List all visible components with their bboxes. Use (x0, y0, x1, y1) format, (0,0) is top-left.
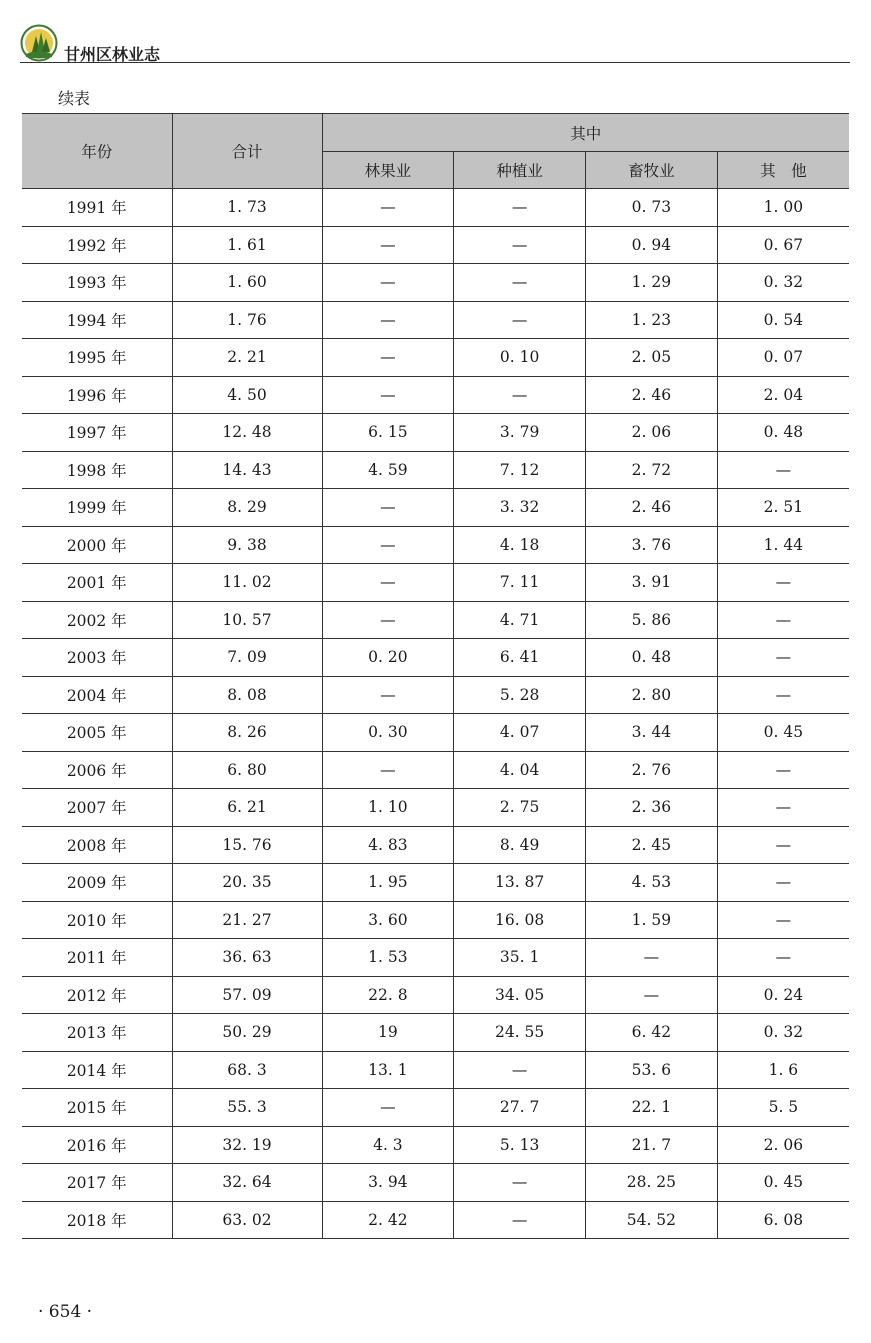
cell-planting: 6. 41 (454, 639, 586, 677)
cell-year: 2015 年 (22, 1089, 172, 1127)
table-row (22, 1164, 849, 1202)
table-row (22, 414, 849, 452)
cell-fruit-forestry: 1. 10 (322, 789, 454, 827)
cell-fruit-forestry: 4. 83 (322, 826, 454, 864)
table-row (22, 189, 849, 227)
cell-fruit-forestry: — (322, 264, 454, 302)
cell-year: 2005 年 (22, 714, 172, 752)
cell-livestock: 1. 59 (586, 901, 718, 939)
cell-total: 63. 02 (172, 1201, 322, 1239)
table-row (22, 751, 849, 789)
cell-planting: 5. 28 (454, 676, 586, 714)
table-row (22, 301, 849, 339)
cell-planting: 0. 10 (454, 339, 586, 377)
cell-total: 50. 29 (172, 1014, 322, 1052)
cell-other: — (717, 564, 849, 602)
cell-other: — (717, 864, 849, 902)
cell-planting: 24. 55 (454, 1014, 586, 1052)
cell-planting: 16. 08 (454, 901, 586, 939)
cell-fruit-forestry: 13. 1 (322, 1051, 454, 1089)
cell-year: 2000 年 (22, 526, 172, 564)
table-row (22, 826, 849, 864)
cell-total: 8. 26 (172, 714, 322, 752)
column-header-livestock: 畜牧业 (586, 152, 718, 189)
cell-other: 1. 6 (717, 1051, 849, 1089)
cell-livestock: 2. 72 (586, 451, 718, 489)
page-number: · 654 · (38, 1302, 93, 1322)
cell-total: 1. 73 (172, 189, 322, 227)
cell-year: 2008 年 (22, 826, 172, 864)
cell-planting: 3. 79 (454, 414, 586, 452)
cell-planting: 35. 1 (454, 939, 586, 977)
cell-livestock: 0. 48 (586, 639, 718, 677)
page-header (20, 20, 850, 64)
cell-livestock: 4. 53 (586, 864, 718, 902)
column-header-other: 其 他 (717, 152, 849, 189)
cell-other: — (717, 451, 849, 489)
cell-year: 1997 年 (22, 414, 172, 452)
cell-planting: 5. 13 (454, 1126, 586, 1164)
cell-other: 2. 04 (717, 376, 849, 414)
cell-fruit-forestry: 1. 53 (322, 939, 454, 977)
cell-planting: 8. 49 (454, 826, 586, 864)
cell-total: 9. 38 (172, 526, 322, 564)
cell-year: 2012 年 (22, 976, 172, 1014)
cell-planting: 13. 87 (454, 864, 586, 902)
cell-fruit-forestry: — (322, 676, 454, 714)
cell-total: 12. 48 (172, 414, 322, 452)
cell-fruit-forestry: — (322, 226, 454, 264)
table-row (22, 1089, 849, 1127)
column-header-year: 年份 (22, 114, 172, 189)
table-row (22, 489, 849, 527)
cell-planting: — (454, 1201, 586, 1239)
cell-total: 14. 43 (172, 451, 322, 489)
cell-fruit-forestry: 1. 95 (322, 864, 454, 902)
table-row (22, 939, 849, 977)
cell-total: 11. 02 (172, 564, 322, 602)
cell-year: 2006 年 (22, 751, 172, 789)
table-row (22, 339, 849, 377)
cell-other: 0. 48 (717, 414, 849, 452)
cell-year: 1993 年 (22, 264, 172, 302)
cell-planting: 3. 32 (454, 489, 586, 527)
cell-other: — (717, 676, 849, 714)
cell-other: — (717, 826, 849, 864)
cell-other: — (717, 751, 849, 789)
cell-other: 5. 5 (717, 1089, 849, 1127)
cell-fruit-forestry: — (322, 376, 454, 414)
cell-other: 0. 67 (717, 226, 849, 264)
cell-total: 32. 19 (172, 1126, 322, 1164)
cell-other: 1. 00 (717, 189, 849, 227)
cell-year: 2010 年 (22, 901, 172, 939)
cell-year: 2003 年 (22, 639, 172, 677)
header-divider (20, 62, 850, 63)
cell-year: 1992 年 (22, 226, 172, 264)
column-header-group: 其中 (322, 114, 849, 152)
cell-planting: — (454, 1051, 586, 1089)
cell-total: 21. 27 (172, 901, 322, 939)
cell-total: 32. 64 (172, 1164, 322, 1202)
cell-year: 2002 年 (22, 601, 172, 639)
cell-other: 2. 06 (717, 1126, 849, 1164)
cell-fruit-forestry: — (322, 489, 454, 527)
cell-fruit-forestry: — (322, 526, 454, 564)
continued-label: 续表 (58, 89, 91, 108)
cell-year: 2017 年 (22, 1164, 172, 1202)
cell-fruit-forestry: 3. 94 (322, 1164, 454, 1202)
table-row (22, 1201, 849, 1239)
cell-year: 2007 年 (22, 789, 172, 827)
table-row (22, 864, 849, 902)
cell-year: 1995 年 (22, 339, 172, 377)
cell-year: 2011 年 (22, 939, 172, 977)
cell-fruit-forestry: 4. 59 (322, 451, 454, 489)
cell-livestock: 3. 76 (586, 526, 718, 564)
column-header-planting: 种植业 (454, 152, 586, 189)
cell-livestock: 6. 42 (586, 1014, 718, 1052)
cell-livestock: 2. 36 (586, 789, 718, 827)
table-header (22, 114, 849, 189)
cell-livestock: 0. 73 (586, 189, 718, 227)
cell-livestock: 2. 45 (586, 826, 718, 864)
cell-fruit-forestry: — (322, 301, 454, 339)
cell-livestock: 5. 86 (586, 601, 718, 639)
cell-year: 2001 年 (22, 564, 172, 602)
cell-other: — (717, 639, 849, 677)
cell-planting: — (454, 226, 586, 264)
table-row (22, 601, 849, 639)
cell-total: 1. 76 (172, 301, 322, 339)
cell-livestock: 3. 91 (586, 564, 718, 602)
table-row (22, 264, 849, 302)
cell-planting: 4. 18 (454, 526, 586, 564)
cell-year: 2018 年 (22, 1201, 172, 1239)
cell-total: 6. 80 (172, 751, 322, 789)
cell-other: — (717, 939, 849, 977)
cell-total: 15. 76 (172, 826, 322, 864)
table-row (22, 714, 849, 752)
cell-total: 68. 3 (172, 1051, 322, 1089)
column-header-fruit-forestry: 林果业 (322, 152, 454, 189)
table-row (22, 676, 849, 714)
table-row (22, 901, 849, 939)
cell-livestock: 3. 44 (586, 714, 718, 752)
cell-other: 1. 44 (717, 526, 849, 564)
cell-planting: 7. 12 (454, 451, 586, 489)
cell-livestock: 2. 80 (586, 676, 718, 714)
cell-fruit-forestry: 0. 30 (322, 714, 454, 752)
cell-total: 1. 60 (172, 264, 322, 302)
cell-other: — (717, 601, 849, 639)
statistics-table (22, 113, 849, 1239)
cell-planting: — (454, 301, 586, 339)
cell-livestock: 2. 76 (586, 751, 718, 789)
cell-other: 0. 32 (717, 1014, 849, 1052)
cell-other: 2. 51 (717, 489, 849, 527)
table-row (22, 1014, 849, 1052)
cell-fruit-forestry: — (322, 601, 454, 639)
table-row (22, 526, 849, 564)
cell-year: 1991 年 (22, 189, 172, 227)
cell-fruit-forestry: — (322, 1089, 454, 1127)
cell-fruit-forestry: — (322, 564, 454, 602)
cell-other: — (717, 901, 849, 939)
cell-livestock: — (586, 976, 718, 1014)
forest-trees-icon (20, 24, 58, 62)
cell-other: 0. 45 (717, 714, 849, 752)
table-row (22, 1051, 849, 1089)
cell-total: 36. 63 (172, 939, 322, 977)
cell-planting: — (454, 1164, 586, 1202)
table-row (22, 226, 849, 264)
cell-fruit-forestry: 19 (322, 1014, 454, 1052)
cell-total: 55. 3 (172, 1089, 322, 1127)
cell-other: 0. 24 (717, 976, 849, 1014)
cell-fruit-forestry: 3. 60 (322, 901, 454, 939)
cell-livestock: 53. 6 (586, 1051, 718, 1089)
cell-livestock: — (586, 939, 718, 977)
cell-year: 1998 年 (22, 451, 172, 489)
cell-fruit-forestry: — (322, 339, 454, 377)
cell-planting: — (454, 376, 586, 414)
cell-planting: 4. 07 (454, 714, 586, 752)
table-row (22, 1126, 849, 1164)
cell-planting: 4. 04 (454, 751, 586, 789)
cell-total: 8. 29 (172, 489, 322, 527)
cell-year: 2014 年 (22, 1051, 172, 1089)
cell-livestock: 2. 05 (586, 339, 718, 377)
cell-planting: 34. 05 (454, 976, 586, 1014)
cell-year: 2009 年 (22, 864, 172, 902)
cell-livestock: 54. 52 (586, 1201, 718, 1239)
cell-livestock: 22. 1 (586, 1089, 718, 1127)
cell-total: 57. 09 (172, 976, 322, 1014)
cell-year: 2016 年 (22, 1126, 172, 1164)
table-row (22, 564, 849, 602)
cell-other: 6. 08 (717, 1201, 849, 1239)
cell-total: 4. 50 (172, 376, 322, 414)
table-body (22, 189, 849, 1239)
cell-planting: — (454, 189, 586, 227)
cell-livestock: 1. 29 (586, 264, 718, 302)
cell-total: 7. 09 (172, 639, 322, 677)
table-row (22, 451, 849, 489)
cell-total: 6. 21 (172, 789, 322, 827)
cell-fruit-forestry: 22. 8 (322, 976, 454, 1014)
cell-year: 1996 年 (22, 376, 172, 414)
book-title: 甘州区林业志 (64, 45, 161, 64)
cell-year: 2004 年 (22, 676, 172, 714)
cell-fruit-forestry: 4. 3 (322, 1126, 454, 1164)
column-header-total: 合计 (172, 114, 322, 189)
cell-planting: 27. 7 (454, 1089, 586, 1127)
cell-livestock: 28. 25 (586, 1164, 718, 1202)
cell-livestock: 2. 46 (586, 489, 718, 527)
cell-total: 1. 61 (172, 226, 322, 264)
cell-fruit-forestry: — (322, 751, 454, 789)
cell-fruit-forestry: — (322, 189, 454, 227)
cell-other: 0. 54 (717, 301, 849, 339)
cell-fruit-forestry: 6. 15 (322, 414, 454, 452)
table-row (22, 789, 849, 827)
cell-livestock: 21. 7 (586, 1126, 718, 1164)
cell-other: — (717, 789, 849, 827)
cell-other: 0. 07 (717, 339, 849, 377)
table-row (22, 376, 849, 414)
cell-planting: 7. 11 (454, 564, 586, 602)
cell-planting: 2. 75 (454, 789, 586, 827)
table-row (22, 976, 849, 1014)
cell-year: 1994 年 (22, 301, 172, 339)
cell-total: 10. 57 (172, 601, 322, 639)
cell-fruit-forestry: 0. 20 (322, 639, 454, 677)
cell-planting: — (454, 264, 586, 302)
table-row (22, 639, 849, 677)
cell-other: 0. 32 (717, 264, 849, 302)
cell-planting: 4. 71 (454, 601, 586, 639)
cell-year: 1999 年 (22, 489, 172, 527)
cell-year: 2013 年 (22, 1014, 172, 1052)
cell-total: 20. 35 (172, 864, 322, 902)
cell-livestock: 2. 06 (586, 414, 718, 452)
cell-fruit-forestry: 2. 42 (322, 1201, 454, 1239)
cell-total: 2. 21 (172, 339, 322, 377)
cell-livestock: 2. 46 (586, 376, 718, 414)
cell-total: 8. 08 (172, 676, 322, 714)
cell-other: 0. 45 (717, 1164, 849, 1202)
cell-livestock: 0. 94 (586, 226, 718, 264)
cell-livestock: 1. 23 (586, 301, 718, 339)
